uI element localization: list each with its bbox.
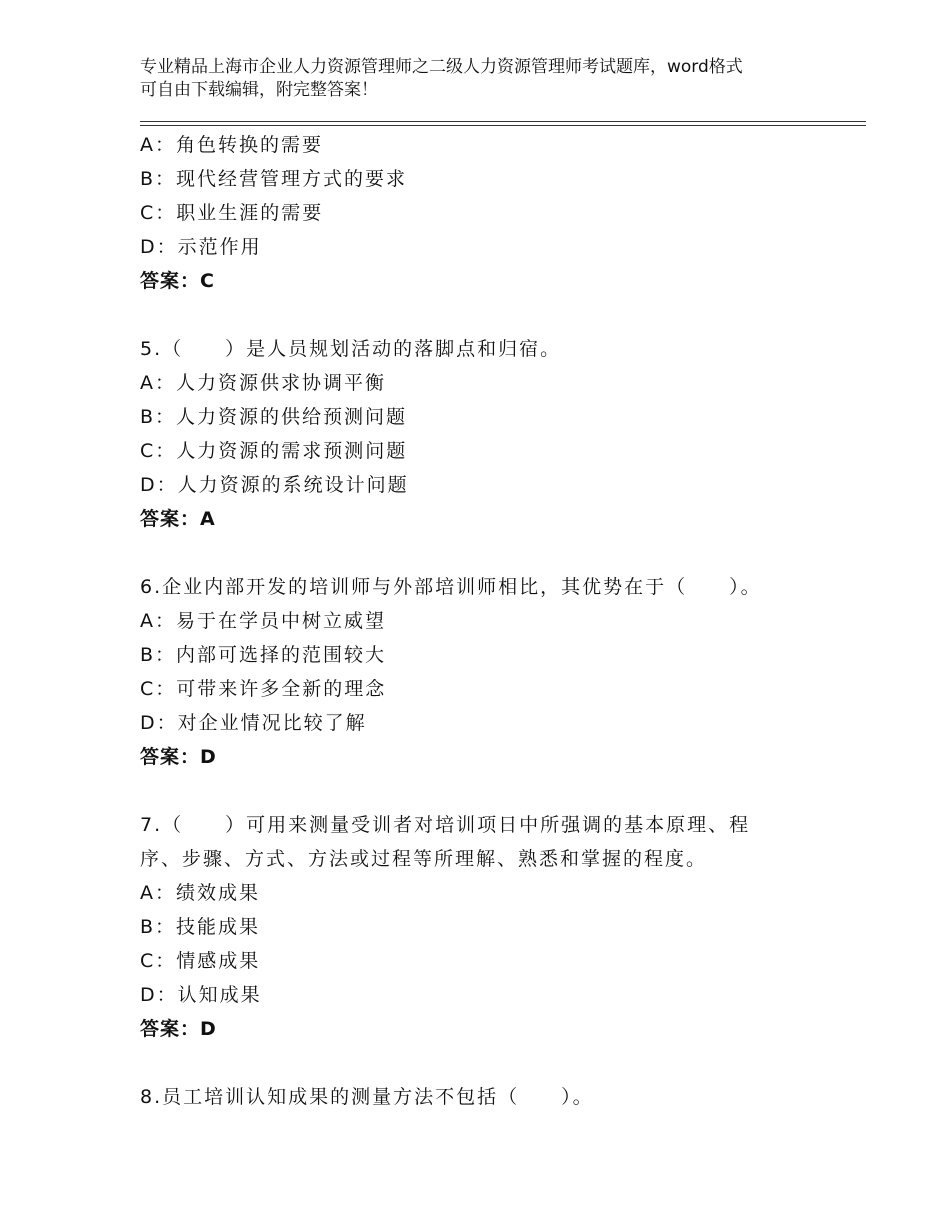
- option-a: A：易于在学员中树立威望: [140, 610, 386, 632]
- block-spacer: [140, 298, 840, 332]
- option-c: C：职业生涯的需要: [140, 202, 324, 224]
- question-text: 5.（ ）是人员规划活动的落脚点和归宿。: [140, 338, 562, 360]
- option-d: D：示范作用: [140, 236, 262, 258]
- question-block: [140, 128, 840, 298]
- option-b: B：人力资源的供给预测问题: [140, 406, 408, 428]
- option-b: B：技能成果: [140, 916, 261, 938]
- option-a: A：角色转换的需要: [140, 134, 323, 156]
- answer-line: 答案：D: [140, 746, 217, 768]
- option-b: B：内部可选择的范围较大: [140, 644, 387, 666]
- option-d: D：认知成果: [140, 984, 262, 1006]
- question-text: 6.企业内部开发的培训师与外部培训师相比，其优势在于（ ）。: [140, 576, 762, 598]
- option-d: D：对企业情况比较了解: [140, 712, 367, 734]
- question-block: [140, 332, 840, 536]
- block-spacer: [140, 774, 840, 808]
- question-text: 7.（ ）可用来测量受训者对培训项日中所强调的基本原理、程: [140, 814, 751, 836]
- header-line-1: 专业精品上海市企业人力资源管理师之二级人力资源管理师考试题库，word格式: [140, 57, 743, 77]
- answer-line: 答案：D: [140, 1018, 217, 1040]
- option-d: D：人力资源的系统设计问题: [140, 474, 409, 496]
- question-block: [140, 1080, 840, 1114]
- header-divider-bottom: [140, 125, 866, 126]
- question-text-continued: 序、步骤、方式、方法或过程等所理解、熟悉和掌握的程度。: [140, 848, 708, 870]
- option-b: B：现代经营管理方式的要求: [140, 168, 408, 190]
- option-c: C：情感成果: [140, 950, 261, 972]
- option-a: A：绩效成果: [140, 882, 260, 904]
- header-line-2: 可自由下载编辑，附完整答案！: [140, 80, 378, 100]
- header-divider-top: [140, 121, 866, 122]
- question-block: [140, 570, 840, 774]
- option-c: C：人力资源的需求预测问题: [140, 440, 408, 462]
- question-text: 8.员工培训认知成果的测量方法不包括（ ）。: [140, 1086, 594, 1108]
- answer-line: 答案：C: [140, 270, 215, 292]
- block-spacer: [140, 536, 840, 570]
- question-list: [140, 128, 840, 1114]
- question-block: [140, 808, 840, 1046]
- document-header: [140, 56, 840, 102]
- answer-line: 答案：A: [140, 508, 216, 530]
- option-c: C：可带来许多全新的理念: [140, 678, 387, 700]
- option-a: A：人力资源供求协调平衡: [140, 372, 386, 394]
- block-spacer: [140, 1046, 840, 1080]
